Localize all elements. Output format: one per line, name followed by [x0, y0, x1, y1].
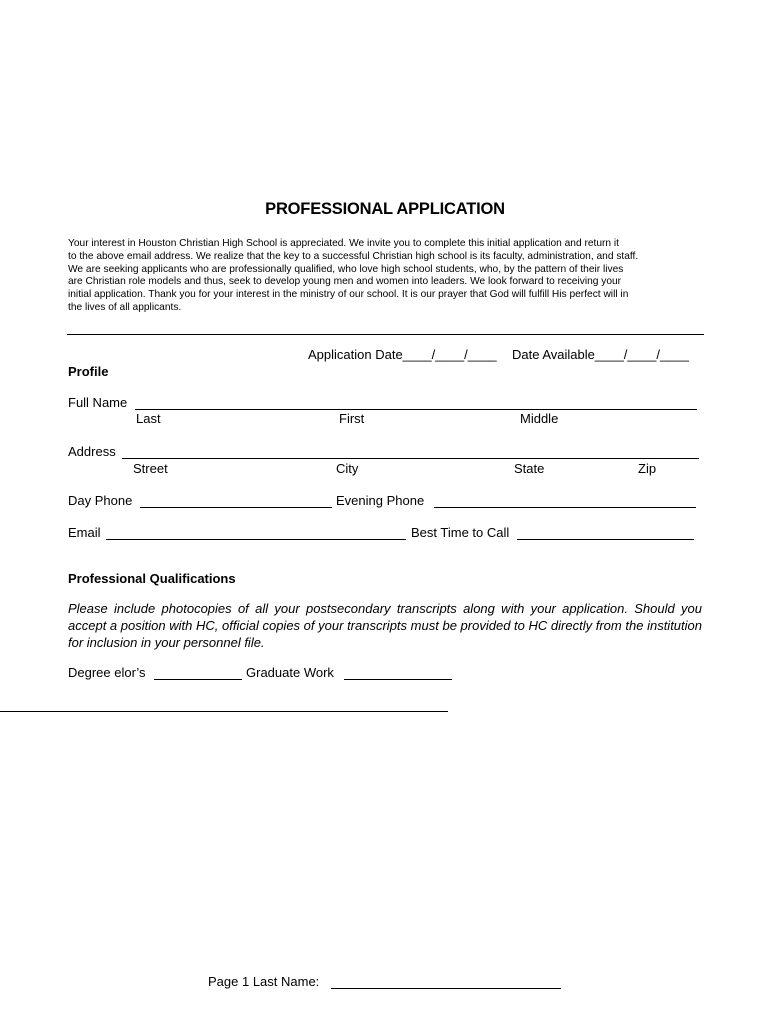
degree-input-line[interactable]: [154, 679, 242, 680]
full-name-label: Full Name: [68, 395, 128, 410]
profile-heading: Profile: [68, 364, 109, 379]
intro-line: We are seeking applicants who are professionally qualified, who love high school students, who, by the pattern of their lives: [68, 263, 624, 275]
city-caption: City: [336, 461, 359, 476]
application-date-field[interactable]: Application Date____/____/____: [308, 347, 497, 362]
graduate-work-input-line[interactable]: [344, 679, 452, 680]
intro-line: are Christian role models and thus, seek to develop young men and women into leaders. We look forward to receiving your: [68, 276, 622, 288]
last-name-caption: Last: [136, 411, 161, 426]
evening-phone-input-line[interactable]: [434, 507, 696, 508]
intro-line: Your interest in Houston Christian High School is appreciated. We invite you to complete this initial application and return it: [68, 238, 619, 249]
form-title: PROFESSIONAL APPLICATION: [265, 200, 505, 218]
email-label: Email: [68, 525, 101, 540]
street-caption: Street: [133, 461, 168, 476]
first-name-caption: First: [339, 411, 365, 426]
section-divider: [67, 334, 704, 335]
footer-page-label: Page 1 Last Name:: [208, 974, 320, 989]
full-name-input-line[interactable]: [135, 409, 697, 410]
email-input-line[interactable]: [106, 539, 406, 540]
day-phone-label: Day Phone: [68, 493, 133, 508]
intro-line: initial application. Thank you for your interest in the ministry of our school. It is our prayer that God will fulfill His perfect will in: [68, 289, 629, 301]
state-caption: State: [514, 461, 545, 476]
best-time-input-line[interactable]: [517, 539, 694, 540]
day-phone-input-line[interactable]: [140, 507, 332, 508]
transcripts-instructions: Please include photocopies of all your postsecondary transcripts along with your application. Should you accept a position with HC, official copies of your transcripts must be provided to HC directly from the institution for inclusion in your personnel file.: [68, 601, 702, 650]
best-time-label: Best Time to Call: [411, 525, 510, 540]
intro-paragraph: [68, 238, 700, 315]
bottom-divider: [0, 711, 448, 712]
intro-line: the lives of all applicants.: [68, 301, 182, 313]
intro-line: to the above email address. We realize that the key to a successful Christian high school is its faculty, administration, and staff.: [68, 250, 639, 262]
qualifications-heading: Professional Qualifications: [68, 571, 236, 586]
evening-phone-label: Evening Phone: [336, 493, 425, 508]
graduate-work-label: Graduate Work: [246, 665, 334, 680]
degree-label: Degree elor’s: [68, 665, 146, 680]
date-available-field[interactable]: Date Available____/____/____: [512, 347, 689, 362]
footer-last-name-line[interactable]: [331, 988, 561, 989]
middle-name-caption: Middle: [520, 411, 559, 426]
address-label: Address: [68, 444, 116, 459]
address-input-line[interactable]: [122, 458, 699, 459]
zip-caption: Zip: [638, 461, 657, 476]
